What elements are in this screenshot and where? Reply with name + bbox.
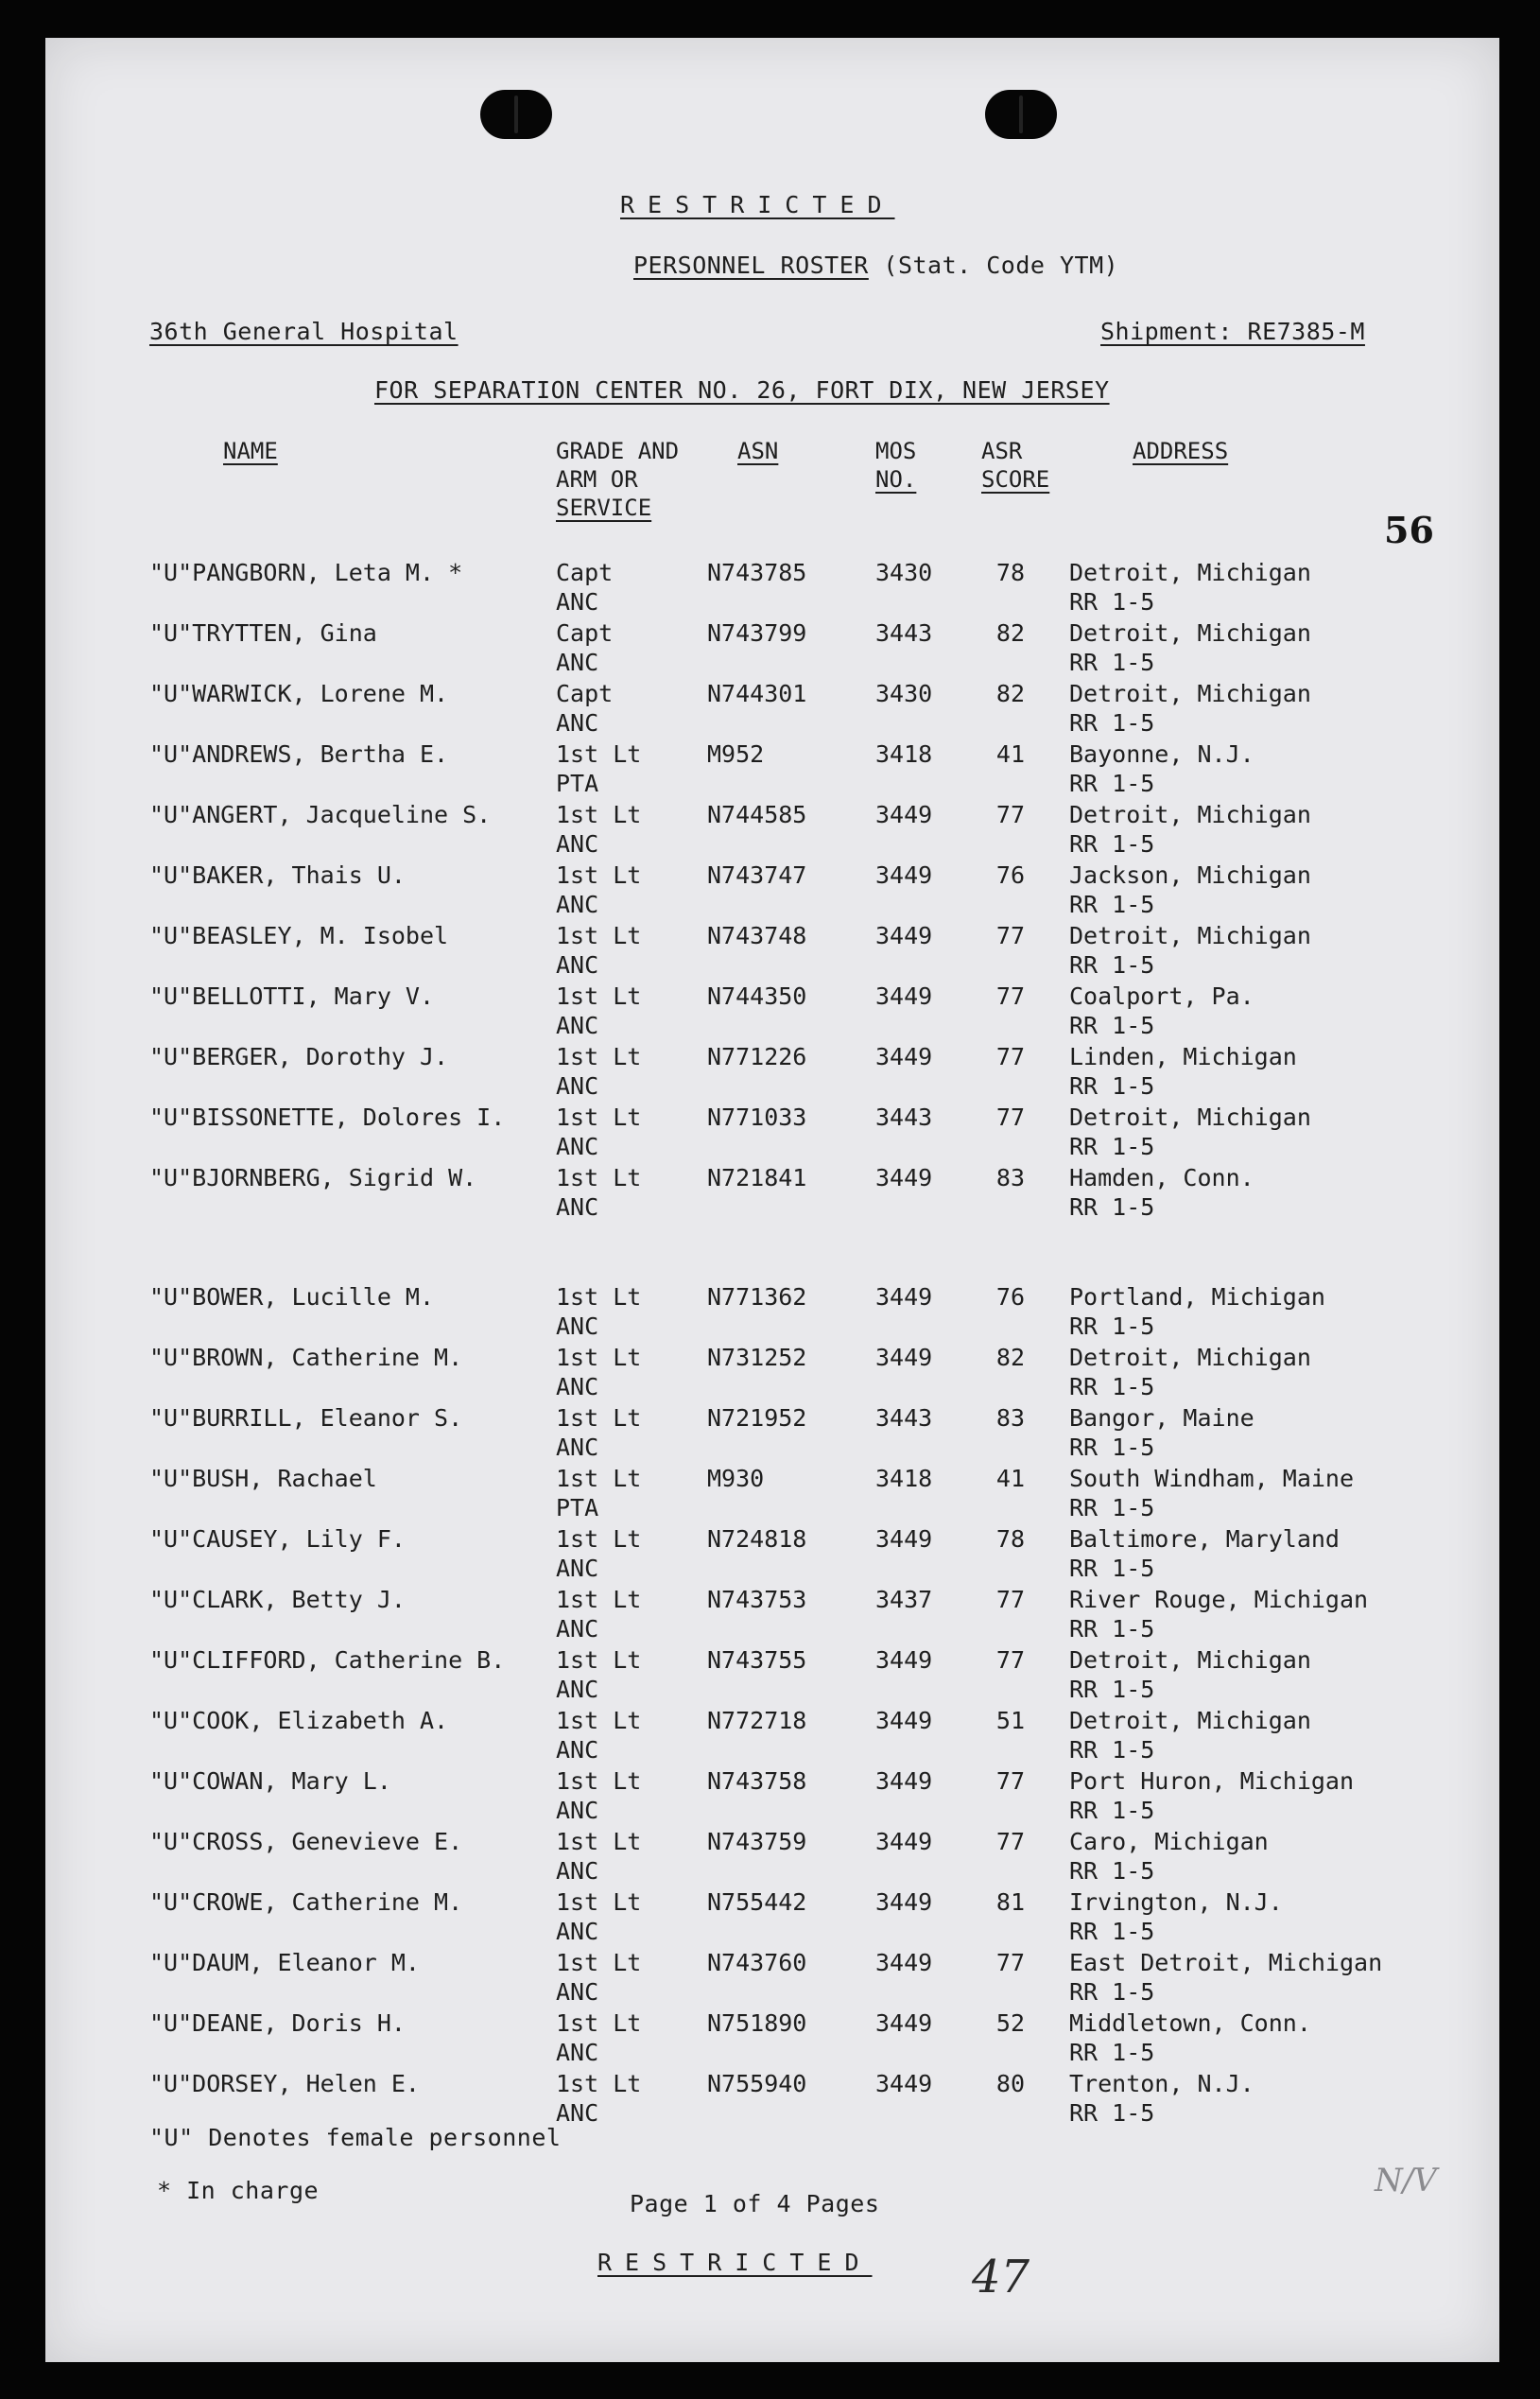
member-rr: RR 1-5 [1069,1736,1155,1764]
member-score: 83 [995,1164,1025,1191]
member-score: 77 [995,1043,1025,1070]
member-city: South Windham, Maine [1069,1465,1355,1492]
member-city: Detroit, Michigan [1069,1707,1311,1734]
member-grade: 1st Lt [556,982,642,1010]
member-service: ANC [556,951,599,979]
table-row [45,2069,1499,2130]
member-rr: RR 1-5 [1069,1555,1155,1582]
member-score: 82 [995,1344,1025,1371]
column-mos-line1: MOS [875,438,917,464]
column-grade [556,437,679,522]
member-rr: RR 1-5 [1069,1494,1155,1521]
column-asn: ASN [737,438,779,464]
member-grade: 1st Lt [556,2009,642,2037]
member-city: Trenton, N.J. [1069,2070,1254,2097]
member-name: "U"ANDREWS, Bertha E. [149,740,449,768]
member-mos: 3449 [875,1828,933,1855]
member-asn: N771362 [707,1283,807,1311]
in-charge-note: * In charge [157,2177,320,2204]
member-score: 81 [995,1888,1025,1916]
member-name: "U"CROWE, Catherine M. [149,1888,463,1916]
classification-top: RESTRICTED [620,191,895,218]
member-rr: RR 1-5 [1069,1072,1155,1100]
member-score: 77 [995,1828,1025,1855]
member-mos: 3418 [875,740,933,768]
member-mos: 3449 [875,2070,933,2097]
column-mos [875,437,916,494]
member-asn: N743755 [707,1646,807,1674]
member-rr: RR 1-5 [1069,649,1155,676]
member-grade: 1st Lt [556,1104,642,1131]
member-name: "U"BOWER, Lucille M. [149,1283,435,1311]
member-grade: 1st Lt [556,1888,642,1916]
female-personnel-note: "U" Denotes female personnel [149,2124,562,2151]
margin-initials: N/V [1375,2162,1437,2199]
member-city: Bangor, Maine [1069,1404,1254,1432]
member-asn: N743753 [707,1586,807,1613]
member-grade: 1st Lt [556,1404,642,1432]
member-rr: RR 1-5 [1069,588,1155,616]
member-score: 83 [995,1404,1025,1432]
roster-title: PERSONNEL ROSTER [633,252,869,279]
member-score: 52 [995,2009,1025,2037]
member-rr: RR 1-5 [1069,891,1155,918]
member-mos: 3449 [875,982,933,1010]
member-grade: 1st Lt [556,1344,642,1371]
member-city: Detroit, Michigan [1069,801,1311,828]
member-name: "U"COOK, Elizabeth A. [149,1707,449,1734]
member-service: ANC [556,1133,599,1160]
member-mos: 3449 [875,1707,933,1734]
member-score: 77 [995,1646,1025,1674]
member-asn: M952 [707,740,765,768]
member-grade: Capt [556,680,614,707]
column-grade-line2: ARM OR [556,466,638,493]
member-asn: N743799 [707,619,807,647]
member-grade: 1st Lt [556,1465,642,1492]
table-row [45,800,1499,861]
member-rr: RR 1-5 [1069,1193,1155,1221]
member-score: 77 [995,922,1025,949]
member-mos: 3449 [875,1525,933,1553]
member-asn: N743760 [707,1949,807,1976]
member-rr: RR 1-5 [1069,1797,1155,1824]
member-mos: 3449 [875,861,933,889]
member-mos: 3449 [875,1344,933,1371]
member-name: "U"DORSEY, Helen E. [149,2070,420,2097]
member-score: 77 [995,1586,1025,1613]
member-rr: RR 1-5 [1069,1676,1155,1703]
member-mos: 3437 [875,1586,933,1613]
table-row [45,1948,1499,2008]
handwritten-number: 47 [972,2251,1030,2303]
member-asn: N743748 [707,922,807,949]
member-service: ANC [556,1555,599,1582]
classification-bottom: RESTRICTED [597,2249,873,2276]
member-service: ANC [556,1434,599,1461]
member-service: ANC [556,1312,599,1340]
member-grade: 1st Lt [556,1949,642,1976]
member-rr: RR 1-5 [1069,1373,1155,1400]
member-score: 76 [995,1283,1025,1311]
member-score: 77 [995,1104,1025,1131]
table-row [45,679,1499,739]
table-row [45,1163,1499,1224]
member-rr: RR 1-5 [1069,1434,1155,1461]
page-stamp: 56 [1384,509,1434,551]
member-grade: 1st Lt [556,1707,642,1734]
member-service: ANC [556,1736,599,1764]
member-service: ANC [556,588,599,616]
table-row [45,921,1499,982]
member-rr: RR 1-5 [1069,951,1155,979]
unit-name: 36th General Hospital [149,318,459,345]
member-service: PTA [556,770,599,797]
table-row [45,2008,1499,2069]
member-mos: 3449 [875,1767,933,1795]
member-score: 82 [995,619,1025,647]
member-score: 78 [995,559,1025,586]
table-row [45,1585,1499,1645]
member-service: ANC [556,649,599,676]
member-name: "U"BELLOTTI, Mary V. [149,982,435,1010]
table-row [45,861,1499,921]
member-name: "U"ANGERT, Jacqueline S. [149,801,492,828]
member-score: 82 [995,680,1025,707]
member-asn: N751890 [707,2009,807,2037]
column-asr-line1: ASR [981,438,1023,464]
member-grade: Capt [556,559,614,586]
member-score: 41 [995,1465,1025,1492]
table-row [45,1103,1499,1163]
punch-hole-left [480,90,552,139]
member-asn: N743747 [707,861,807,889]
member-asn: N724818 [707,1525,807,1553]
column-asr [981,437,1049,494]
member-mos: 3449 [875,922,933,949]
member-city: Detroit, Michigan [1069,680,1311,707]
member-mos: 3449 [875,1949,933,1976]
member-mos: 3443 [875,619,933,647]
table-row [45,1403,1499,1464]
member-score: 78 [995,1525,1025,1553]
member-score: 80 [995,2070,1025,2097]
page-counter: Page 1 of 4 Pages [630,2190,880,2217]
member-rr: RR 1-5 [1069,1133,1155,1160]
table-row [45,1706,1499,1766]
member-city: East Detroit, Michigan [1069,1949,1383,1976]
member-mos: 3449 [875,1888,933,1916]
member-service: ANC [556,1193,599,1221]
member-city: Detroit, Michigan [1069,619,1311,647]
member-city: Portland, Michigan [1069,1283,1325,1311]
table-row [45,982,1499,1042]
roster-page [45,38,1499,2362]
member-asn: N743759 [707,1828,807,1855]
member-service: PTA [556,1494,599,1521]
member-rr: RR 1-5 [1069,2039,1155,2066]
member-asn: N743785 [707,559,807,586]
member-mos: 3449 [875,2009,933,2037]
member-city: Baltimore, Maryland [1069,1525,1340,1553]
member-name: "U"BAKER, Thais U. [149,861,406,889]
member-name: "U"BISSONETTE, Dolores I. [149,1104,506,1131]
member-asn: N721952 [707,1404,807,1432]
member-name: "U"COWAN, Mary L. [149,1767,391,1795]
table-row [45,1464,1499,1524]
member-mos: 3443 [875,1104,933,1131]
member-score: 51 [995,1707,1025,1734]
member-rr: RR 1-5 [1069,830,1155,858]
member-rr: RR 1-5 [1069,1918,1155,1945]
column-grade-line1: GRADE AND [556,438,680,464]
roster-title-line [633,252,1118,279]
member-name: "U"DEANE, Doris H. [149,2009,406,2037]
member-mos: 3443 [875,1404,933,1432]
member-grade: 1st Lt [556,861,642,889]
member-service: ANC [556,1978,599,2006]
table-row [45,1042,1499,1103]
member-name: "U"BERGER, Dorothy J. [149,1043,449,1070]
column-grade-line3: SERVICE [556,495,652,521]
member-asn: N743758 [707,1767,807,1795]
member-mos: 3449 [875,1164,933,1191]
member-service: ANC [556,1676,599,1703]
member-city: Port Huron, Michigan [1069,1767,1355,1795]
member-rr: RR 1-5 [1069,2099,1155,2127]
member-mos: 3449 [875,1646,933,1674]
table-row [45,1766,1499,1827]
member-mos: 3430 [875,559,933,586]
member-city: Middletown, Conn. [1069,2009,1311,2037]
member-name: "U"CAUSEY, Lily F. [149,1525,406,1553]
table-row [45,1645,1499,1706]
member-city: Linden, Michigan [1069,1043,1297,1070]
member-grade: 1st Lt [556,1525,642,1553]
member-service: ANC [556,2039,599,2066]
member-name: "U"CLARK, Betty J. [149,1586,406,1613]
member-grade: 1st Lt [556,801,642,828]
member-name: "U"BROWN, Catherine M. [149,1344,463,1371]
member-rr: RR 1-5 [1069,1857,1155,1885]
member-grade: Capt [556,619,614,647]
member-service: ANC [556,2099,599,2127]
member-city: Detroit, Michigan [1069,1104,1311,1131]
table-row [45,1887,1499,1948]
member-service: ANC [556,1072,599,1100]
member-service: ANC [556,1857,599,1885]
member-city: Detroit, Michigan [1069,1344,1311,1371]
member-service: ANC [556,1918,599,1945]
member-mos: 3449 [875,1283,933,1311]
member-asn: N755442 [707,1888,807,1916]
member-score: 41 [995,740,1025,768]
member-grade: 1st Lt [556,1043,642,1070]
member-asn: N744585 [707,801,807,828]
member-city: River Rouge, Michigan [1069,1586,1369,1613]
member-city: Irvington, N.J. [1069,1888,1283,1916]
table-row [45,1827,1499,1887]
member-grade: 1st Lt [556,1586,642,1613]
member-grade: 1st Lt [556,922,642,949]
destination-line: FOR SEPARATION CENTER NO. 26, FORT DIX, NEW JERSEY [374,376,1110,404]
member-asn: N731252 [707,1344,807,1371]
member-service: ANC [556,1615,599,1643]
column-address: ADDRESS [1133,438,1229,464]
table-row [45,558,1499,618]
member-service: ANC [556,830,599,858]
member-grade: 1st Lt [556,2070,642,2097]
column-asr-line2: SCORE [981,466,1050,493]
member-name: "U"WARWICK, Lorene M. [149,680,449,707]
member-grade: 1st Lt [556,1283,642,1311]
member-rr: RR 1-5 [1069,1012,1155,1039]
member-city: Caro, Michigan [1069,1828,1269,1855]
member-score: 77 [995,801,1025,828]
member-name: "U"BUSH, Rachael [149,1465,377,1492]
member-grade: 1st Lt [556,1767,642,1795]
member-asn: N772718 [707,1707,807,1734]
member-city: Hamden, Conn. [1069,1164,1254,1191]
member-rr: RR 1-5 [1069,1615,1155,1643]
member-service: ANC [556,1012,599,1039]
member-grade: 1st Lt [556,1164,642,1191]
member-score: 76 [995,861,1025,889]
member-asn: N755940 [707,2070,807,2097]
member-rr: RR 1-5 [1069,1978,1155,2006]
punch-hole-right [985,90,1057,139]
member-name: "U"BJORNBERG, Sigrid W. [149,1164,477,1191]
member-rr: RR 1-5 [1069,709,1155,737]
column-name: NAME [223,438,278,464]
member-asn: N721841 [707,1164,807,1191]
member-mos: 3430 [875,680,933,707]
table-row [45,1282,1499,1343]
member-asn: N744350 [707,982,807,1010]
member-city: Detroit, Michigan [1069,1646,1311,1674]
member-score: 77 [995,1949,1025,1976]
member-name: "U"TRYTTEN, Gina [149,619,377,647]
column-mos-line2: NO. [875,466,917,493]
member-service: ANC [556,709,599,737]
table-row [45,739,1499,800]
member-score: 77 [995,1767,1025,1795]
member-name: "U"PANGBORN, Leta M. * [149,559,463,586]
member-rr: RR 1-5 [1069,770,1155,797]
table-row [45,1343,1499,1403]
member-city: Coalport, Pa. [1069,982,1254,1010]
member-service: ANC [556,891,599,918]
member-asn: N744301 [707,680,807,707]
member-city: Jackson, Michigan [1069,861,1311,889]
member-service: ANC [556,1797,599,1824]
member-asn: N771226 [707,1043,807,1070]
member-city: Detroit, Michigan [1069,922,1311,949]
member-grade: 1st Lt [556,1646,642,1674]
member-mos: 3418 [875,1465,933,1492]
member-grade: 1st Lt [556,1828,642,1855]
stat-code: (Stat. Code YTM) [883,252,1119,279]
table-row [45,618,1499,679]
member-name: "U"CROSS, Genevieve E. [149,1828,463,1855]
member-city: Bayonne, N.J. [1069,740,1254,768]
member-name: "U"DAUM, Eleanor M. [149,1949,420,1976]
member-asn: N771033 [707,1104,807,1131]
shipment-number: Shipment: RE7385-M [1100,318,1365,345]
member-mos: 3449 [875,1043,933,1070]
member-score: 77 [995,982,1025,1010]
member-name: "U"BEASLEY, M. Isobel [149,922,449,949]
table-row [45,1524,1499,1585]
member-mos: 3449 [875,801,933,828]
member-city: Detroit, Michigan [1069,559,1311,586]
member-service: ANC [556,1373,599,1400]
member-grade: 1st Lt [556,740,642,768]
member-name: "U"CLIFFORD, Catherine B. [149,1646,506,1674]
member-asn: M930 [707,1465,765,1492]
member-rr: RR 1-5 [1069,1312,1155,1340]
member-name: "U"BURRILL, Eleanor S. [149,1404,463,1432]
